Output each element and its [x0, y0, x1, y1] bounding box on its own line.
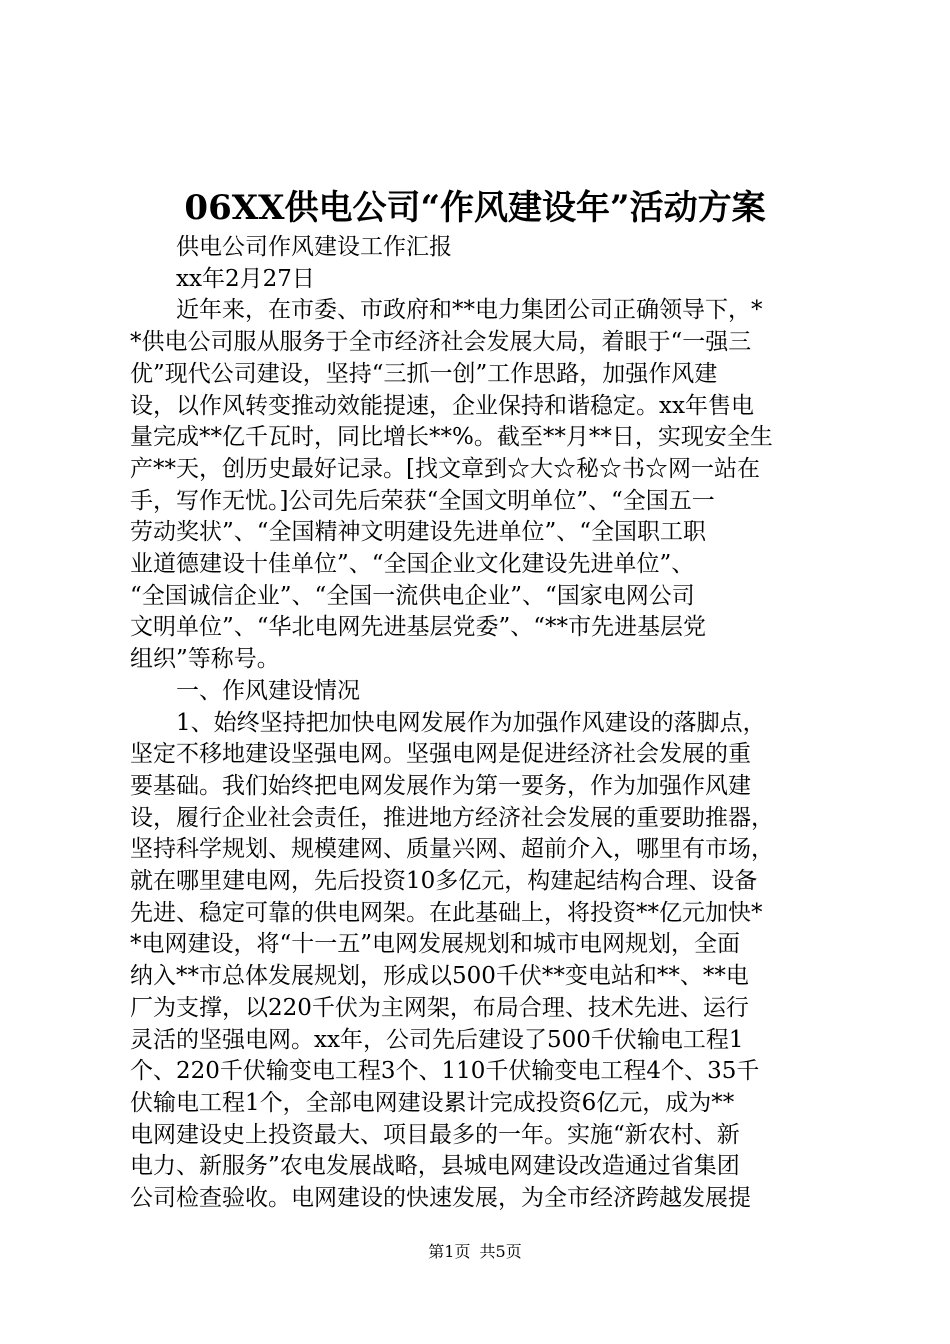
- text-line: 业道德建设十佳单位”、“全国企业文化建设先进单位”、: [130, 551, 695, 578]
- text-line: 就在哪里建电网，先后投资10多亿元，构建起结构合理、设备: [130, 868, 758, 895]
- text-line: 先进、稳定可靠的供电网架。在此基础上，将投资**亿元加快*: [130, 899, 763, 926]
- text-line: 劳动奖状”、“全国精神文明建设先进单位”、“全国职工职: [130, 519, 707, 546]
- text-line: 优”现代公司建设，坚持“三抓一创”工作思路，加强作风建: [130, 360, 718, 387]
- text-line: *供电公司服从服务于全市经济社会发展大局，着眼于“一强三: [130, 329, 752, 356]
- page-number: 第1页: [428, 1242, 471, 1261]
- text-line: xx年2月27日: [176, 265, 315, 292]
- text-line: 1、始终坚持把加快电网发展作为加强作风建设的落脚点，: [176, 709, 766, 736]
- text-line: 组织”等称号。: [130, 646, 280, 673]
- text-line: 量完成**亿千瓦时，同比增长**%。截至**月**日，实现安全生: [130, 424, 773, 451]
- text-line: “全国诚信企业”、“全国一流供电企业”、“国家电网公司: [130, 582, 695, 609]
- text-line: 近年来，在市委、市政府和**电力集团公司正确领导下，*: [176, 297, 763, 324]
- page-total: 共5页: [479, 1242, 522, 1261]
- text-line: 纳入**市总体发展规划，形成以500千伏**变电站和**、**电: [130, 963, 749, 990]
- document-title: 06XX供电公司“作风建设年”活动方案: [184, 188, 766, 228]
- text-line: 文明单位”、“华北电网先进基层党委”、“**市先进基层党: [130, 614, 707, 641]
- text-line: 公司检查验收。电网建设的快速发展，为全市经济跨越发展提: [130, 1185, 751, 1212]
- page-footer: [0, 1242, 950, 1262]
- document-body: [130, 232, 830, 1215]
- text-line: 个、220千伏输变电工程3个、110千伏输变电工程4个、35千: [130, 1058, 760, 1085]
- text-line: 坚定不移地建设坚强电网。坚强电网是促进经济社会发展的重: [130, 741, 751, 768]
- text-line: 要基础。我们始终把电网发展作为第一要务，作为加强作风建: [130, 772, 751, 799]
- text-line: 一、作风建设情况: [176, 677, 360, 704]
- text-line: 设，以作风转变推动效能提速，企业保持和谐稳定。xx年售电: [130, 392, 754, 419]
- text-line: 电网建设史上投资最大、项目最多的一年。实施“新农村、新: [130, 1121, 740, 1148]
- text-line: 供电公司作风建设工作汇报: [176, 234, 452, 260]
- text-line: 产**天，创历史最好记录。[找文章到☆大☆秘☆书☆网一站在: [130, 455, 760, 482]
- text-line: 坚持科学规划、规模建网、质量兴网、超前介入，哪里有市场，: [130, 836, 774, 863]
- text-line: 电力、新服务”农电发展战略，县城电网建设改造通过省集团: [130, 1153, 740, 1180]
- text-line: 设，履行企业社会责任，推进地方经济社会发展的重要助推器，: [130, 804, 774, 831]
- text-line: 手，写作无忧。]公司先后荣获“全国文明单位”、“全国五一: [130, 487, 715, 514]
- text-line: 伏输电工程1个，全部电网建设累计完成投资6亿元，成为**: [130, 1089, 735, 1116]
- text-line: 灵活的坚强电网。xx年，公司先后建设了500千伏输电工程1: [130, 1026, 744, 1053]
- text-line: 厂为支撑，以220千伏为主网架，布局合理、技术先进、运行: [130, 994, 749, 1021]
- text-line: *电网建设，将“十一五”电网发展规划和城市电网规划，全面: [130, 931, 741, 958]
